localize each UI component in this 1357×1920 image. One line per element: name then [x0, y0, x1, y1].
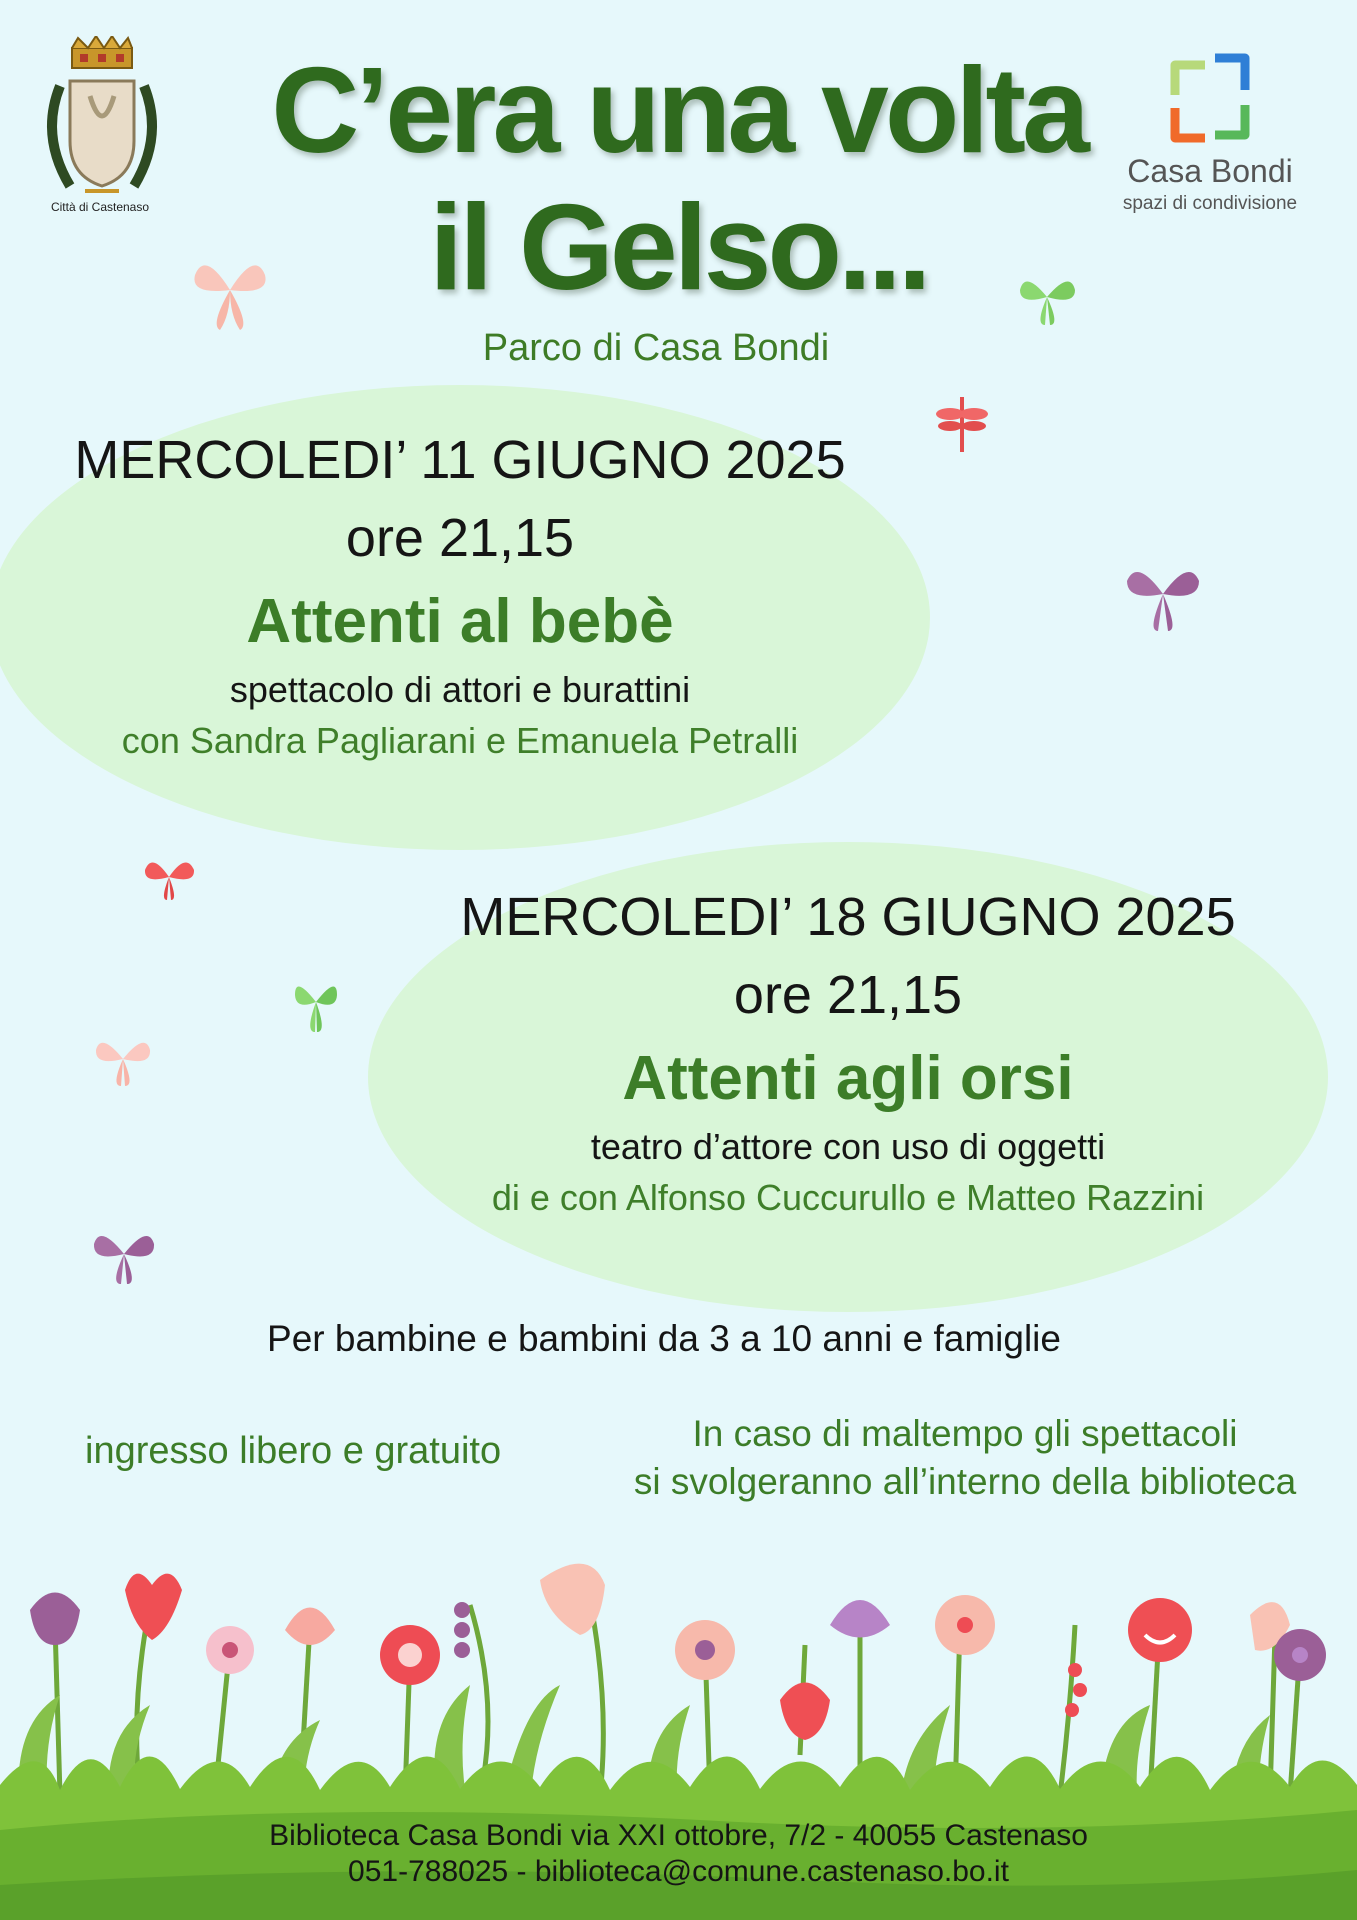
audience-note: Per bambine e bambini da 3 a 10 anni e famiglie	[267, 1318, 1061, 1359]
poster-title-line1: C’era una volta	[271, 42, 1086, 178]
weather-note-line2: si svolgeranno all’interno della biblioteca	[633, 1461, 1297, 1502]
dragonfly-icon	[932, 392, 992, 457]
butterfly-icon	[185, 245, 275, 335]
footer-address: Biblioteca Casa Bondi via XXI ottobre, 7/2 - 40055 Castenaso	[269, 1819, 1088, 1852]
butterfly-icon	[90, 1222, 158, 1287]
butterfly-icon	[1015, 265, 1080, 330]
footer-phone-email: 051-788025 - biblioteca@comune.castenaso.bo.it	[348, 1855, 1009, 1888]
butterfly-icon	[290, 970, 342, 1035]
poster-title-line2: il Gelso...	[429, 179, 928, 315]
event-2-date: MERCOLEDI’ 18 GIUGNO 2025	[460, 887, 1236, 947]
event-2-title: Attenti agli orsi	[622, 1044, 1074, 1113]
butterfly-icon	[1122, 553, 1204, 635]
venue-subtitle: Parco di Casa Bondi	[482, 327, 830, 369]
event-1-date: MERCOLEDI’ 11 GIUGNO 2025	[74, 430, 846, 490]
footer-contact	[0, 1818, 1357, 1890]
weather-note-line1: In caso di maltempo gli spettacoli	[692, 1413, 1238, 1454]
casa-bondi-name: Casa Bondi	[1127, 153, 1293, 189]
event-1-cast: con Sandra Pagliarani e Emanuela Petralli	[121, 720, 799, 761]
event-2-cast: di e con Alfonso Cuccurullo e Matteo Razzini	[491, 1177, 1205, 1218]
event-2-description: teatro d’attore con uso di oggetti	[590, 1126, 1106, 1167]
butterfly-icon	[142, 852, 197, 902]
city-logo-caption: Città di Castenaso	[50, 200, 150, 214]
free-entry-note: ingresso libero e gratuito	[85, 1430, 502, 1472]
event-2	[433, 882, 1263, 1222]
weather-note	[610, 1410, 1320, 1506]
event-1-title: Attenti al bebè	[246, 587, 674, 656]
event-2-time: ore 21,15	[733, 965, 963, 1025]
butterfly-icon	[93, 1030, 153, 1088]
event-1-description: spettacolo di attori e burattini	[229, 669, 691, 710]
event-1	[50, 425, 870, 765]
event-1-time: ore 21,15	[345, 508, 575, 568]
casa-bondi-tagline: spazi di condivisione	[1122, 193, 1298, 214]
